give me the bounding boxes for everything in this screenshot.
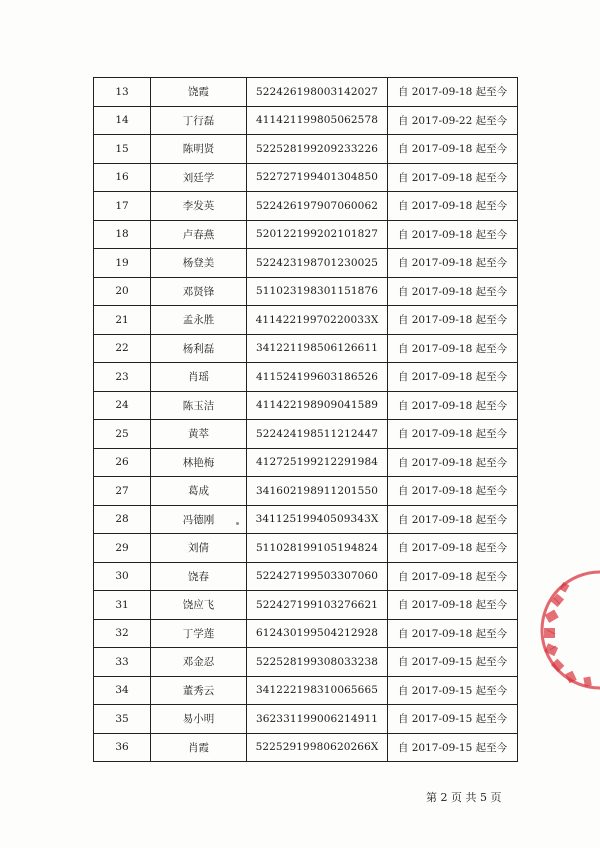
table-row [94,78,518,107]
employee-name-cell: 刘廷学 [151,163,247,192]
row-number-cell: 28 [94,505,151,534]
employment-period-cell: 自 2017-09-18 起至今 [388,363,518,392]
row-number-cell: 34 [94,676,151,705]
id-number-cell: 412725199212291984 [247,448,388,477]
id-number-cell: 522427199503307060 [247,562,388,591]
employment-period-cell: 自 2017-09-18 起至今 [388,420,518,449]
id-number-cell: 411422198909041589 [247,391,388,420]
row-number-cell: 25 [94,420,151,449]
row-number-cell: 26 [94,448,151,477]
employee-name-cell: 杨利磊 [151,334,247,363]
employee-name-cell: 邓金忍 [151,648,247,677]
id-number-cell: 522423198701230025 [247,249,388,278]
table-row [94,448,518,477]
id-number-cell: 522427199103276621 [247,591,388,620]
id-number-cell: 511028199105194824 [247,534,388,563]
row-number-cell: 33 [94,648,151,677]
id-number-cell: 34112519940509343X [247,505,388,534]
employment-period-cell: 自 2017-09-15 起至今 [388,648,518,677]
id-number-cell: 341221198506126611 [247,334,388,363]
employment-period-cell: 自 2017-09-18 起至今 [388,448,518,477]
table-row [94,163,518,192]
employee-name-cell: 陈明贤 [151,135,247,164]
employment-period-cell: 自 2017-09-18 起至今 [388,534,518,563]
table-row [94,249,518,278]
id-number-cell: 341222198310065665 [247,676,388,705]
table-row [94,733,518,762]
row-number-cell: 18 [94,220,151,249]
employment-period-cell: 自 2017-09-18 起至今 [388,477,518,506]
employment-period-cell: 自 2017-09-15 起至今 [388,705,518,734]
row-number-cell: 36 [94,733,151,762]
employment-period-cell: 自 2017-09-18 起至今 [388,192,518,221]
table-row [94,676,518,705]
table-row [94,420,518,449]
id-number-cell: 411524199603186526 [247,363,388,392]
employee-name-cell: 丁学莲 [151,619,247,648]
employment-period-cell: 自 2017-09-18 起至今 [388,78,518,107]
id-number-cell: 522426198003142027 [247,78,388,107]
employee-name-cell: 刘倩 [151,534,247,563]
table-row [94,705,518,734]
table-row [94,363,518,392]
roster-table-body [94,78,518,762]
row-number-cell: 16 [94,163,151,192]
id-number-cell: 520122199202101827 [247,220,388,249]
employment-period-cell: 自 2017-09-18 起至今 [388,562,518,591]
employment-period-cell: 自 2017-09-18 起至今 [388,277,518,306]
id-number-cell: 522727199401304850 [247,163,388,192]
employment-period-cell: 自 2017-09-18 起至今 [388,591,518,620]
row-number-cell: 13 [94,78,151,107]
employee-name-cell: 饶应飞 [151,591,247,620]
employee-name-cell: 杨登美 [151,249,247,278]
employee-name-cell: 肖霞 [151,733,247,762]
id-number-cell: 41142219970220033X [247,306,388,335]
employment-period-cell: 自 2017-09-18 起至今 [388,619,518,648]
id-number-cell: 522528199209233226 [247,135,388,164]
row-number-cell: 14 [94,106,151,135]
employee-name-cell: 林艳梅 [151,448,247,477]
employment-period-cell: 自 2017-09-18 起至今 [388,334,518,363]
table-row [94,306,518,335]
employee-name-cell: 黄萃 [151,420,247,449]
employment-period-cell: 自 2017-09-15 起至今 [388,733,518,762]
table-row [94,534,518,563]
employee-name-cell: 冯德刚 [151,505,247,534]
table-row [94,648,518,677]
employee-name-cell: 葛成 [151,477,247,506]
employee-name-cell: 董秀云 [151,676,247,705]
employment-period-cell: 自 2017-09-18 起至今 [388,505,518,534]
row-number-cell: 32 [94,619,151,648]
table-row [94,220,518,249]
table-row [94,619,518,648]
employment-period-cell: 自 2017-09-18 起至今 [388,306,518,335]
row-number-cell: 21 [94,306,151,335]
id-number-cell: 411421199805062578 [247,106,388,135]
employment-period-cell: 自 2017-09-18 起至今 [388,220,518,249]
id-number-cell: 612430199504212928 [247,619,388,648]
scan-artifact [236,522,239,525]
employee-name-cell: 陈玉洁 [151,391,247,420]
table-row [94,106,518,135]
row-number-cell: 20 [94,277,151,306]
table-row [94,591,518,620]
employment-period-cell: 自 2017-09-22 起至今 [388,106,518,135]
employee-name-cell: 肖瑶 [151,363,247,392]
row-number-cell: 17 [94,192,151,221]
table-row [94,277,518,306]
employment-period-cell: 自 2017-09-15 起至今 [388,676,518,705]
id-number-cell: 362331199006214911 [247,705,388,734]
id-number-cell: 511023198301151876 [247,277,388,306]
company-seal-stamp [538,568,600,690]
row-number-cell: 24 [94,391,151,420]
id-number-cell: 522426197907060062 [247,192,388,221]
row-number-cell: 15 [94,135,151,164]
id-number-cell: 52252919980620266X [247,733,388,762]
employment-period-cell: 自 2017-09-18 起至今 [388,163,518,192]
employment-period-cell: 自 2017-09-18 起至今 [388,391,518,420]
employee-name-cell: 孟永胜 [151,306,247,335]
table-row [94,391,518,420]
row-number-cell: 23 [94,363,151,392]
row-number-cell: 31 [94,591,151,620]
table-row [94,135,518,164]
id-number-cell: 522424198511212447 [247,420,388,449]
table-row [94,505,518,534]
row-number-cell: 22 [94,334,151,363]
row-number-cell: 30 [94,562,151,591]
table-row [94,192,518,221]
employee-name-cell: 李发英 [151,192,247,221]
employee-name-cell: 饶春 [151,562,247,591]
employment-period-cell: 自 2017-09-18 起至今 [388,249,518,278]
employee-name-cell: 饶霞 [151,78,247,107]
employment-period-cell: 自 2017-09-18 起至今 [388,135,518,164]
row-number-cell: 29 [94,534,151,563]
employee-name-cell: 丁行磊 [151,106,247,135]
employee-name-cell: 邓贤锋 [151,277,247,306]
row-number-cell: 19 [94,249,151,278]
id-number-cell: 341602198911201550 [247,477,388,506]
id-number-cell: 522528199308033238 [247,648,388,677]
employee-name-cell: 易小明 [151,705,247,734]
table-row [94,562,518,591]
employee-roster-table [93,77,518,762]
table-row [94,477,518,506]
row-number-cell: 35 [94,705,151,734]
table-row [94,334,518,363]
page-number: 第 2 页 共 5 页 [426,791,502,804]
employee-name-cell: 卢春燕 [151,220,247,249]
row-number-cell: 27 [94,477,151,506]
